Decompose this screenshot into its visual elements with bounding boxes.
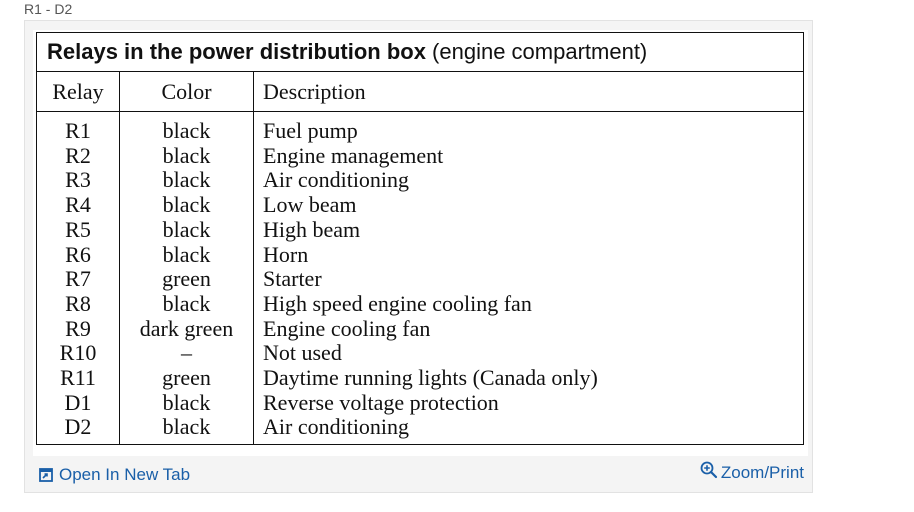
description-cell: Low beam — [263, 192, 357, 218]
relay-table-body — [37, 112, 804, 445]
color-cell: black — [120, 144, 254, 169]
table-title-normal: (engine compartment) — [425, 39, 648, 64]
image-caption: R1 - D2 — [24, 1, 73, 17]
table-row — [37, 415, 804, 444]
color-cell: black — [120, 168, 254, 193]
table-row — [37, 112, 804, 144]
header-relay: Relay — [37, 72, 120, 112]
open-in-new-tab-link[interactable] — [39, 465, 190, 485]
open-in-new-tab-label: Open In New Tab — [59, 465, 191, 484]
description-cell: Air conditioning — [263, 167, 410, 193]
zoom-print-link[interactable] — [700, 463, 804, 483]
relay-cell: R8 — [37, 292, 120, 317]
zoom-print-label: Zoom/Print — [720, 463, 804, 482]
description-cell: High speed engine cooling fan — [263, 290, 532, 316]
image-footer — [25, 457, 812, 493]
relay-cell: R1 — [37, 112, 120, 144]
table-header-row — [37, 72, 804, 112]
header-color: Color — [120, 72, 254, 112]
color-cell: – — [120, 341, 254, 366]
relay-table — [36, 32, 804, 445]
image-frame — [24, 20, 813, 493]
description-cell: Not used — [263, 340, 342, 366]
description-cell: Engine management — [263, 142, 444, 168]
color-cell: black — [120, 218, 254, 243]
relay-cell: R11 — [37, 366, 120, 391]
color-cell: dark green — [120, 317, 254, 342]
relay-cell: R5 — [37, 218, 120, 243]
document-image — [33, 30, 808, 456]
relay-cell: R6 — [37, 243, 120, 268]
color-cell: black — [120, 391, 254, 416]
color-cell: black — [120, 112, 254, 144]
description-cell: High beam — [263, 216, 361, 242]
color-cell: green — [120, 366, 254, 391]
table-title-bold: Relays in the power distribution box — [47, 39, 426, 64]
relay-cell: D2 — [37, 415, 120, 444]
table-title — [37, 33, 804, 72]
description-cell: Horn — [263, 241, 309, 267]
table-row — [37, 168, 804, 193]
color-cell: green — [120, 267, 254, 292]
table-row — [37, 267, 804, 292]
relay-cell: R4 — [37, 193, 120, 218]
table-row — [37, 366, 804, 391]
description-cell: Engine cooling fan — [263, 315, 431, 341]
description-cell: Daytime running lights (Canada only) — [263, 365, 598, 391]
table-row — [37, 317, 804, 342]
table-row — [37, 341, 804, 366]
relay-cell: R9 — [37, 317, 120, 342]
description-cell: Reverse voltage protection — [263, 389, 499, 415]
relay-cell: R3 — [37, 168, 120, 193]
description-cell: Fuel pump — [263, 118, 358, 143]
table-row — [37, 144, 804, 169]
color-cell: black — [120, 415, 254, 444]
header-description: Description — [254, 72, 804, 112]
table-row — [37, 292, 804, 317]
relay-cell: R2 — [37, 144, 120, 169]
table-row — [37, 218, 804, 243]
zoom-in-icon — [700, 461, 718, 479]
relay-cell: R10 — [37, 341, 120, 366]
table-row — [37, 391, 804, 416]
color-cell: black — [120, 193, 254, 218]
open-in-new-tab-icon — [39, 468, 53, 482]
description-cell: Starter — [263, 266, 322, 292]
relay-cell: R7 — [37, 267, 120, 292]
table-row — [37, 243, 804, 268]
description-cell: Air conditioning — [263, 414, 410, 440]
relay-cell: D1 — [37, 391, 120, 416]
color-cell: black — [120, 243, 254, 268]
table-row — [37, 193, 804, 218]
color-cell: black — [120, 292, 254, 317]
